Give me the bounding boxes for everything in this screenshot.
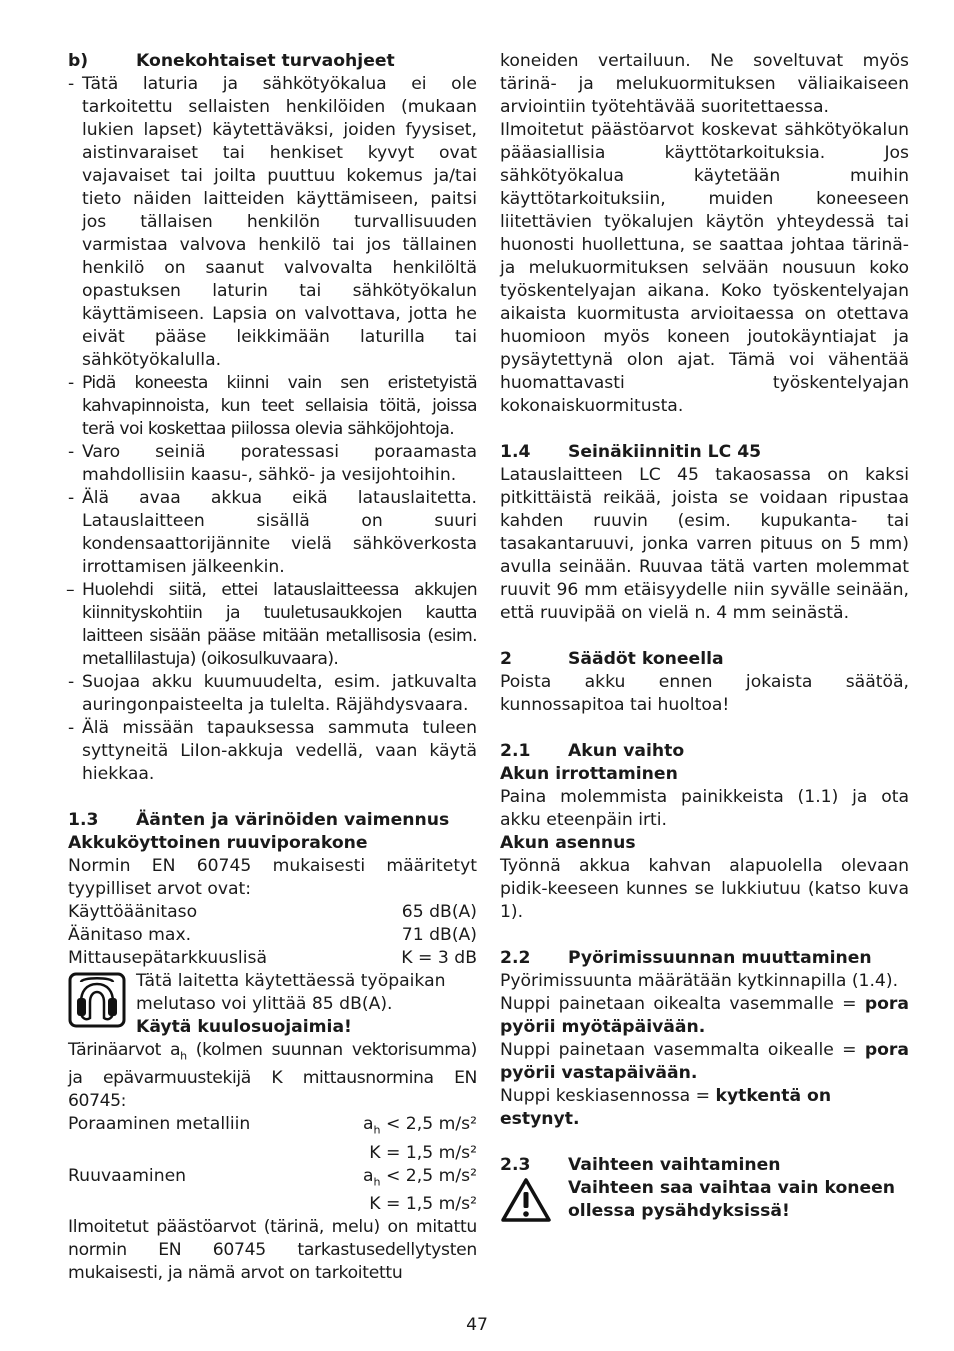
section-number: 2.2 [500,948,531,968]
noise-row [68,901,477,924]
left-column [68,50,477,1285]
warning-icon [500,1177,568,1230]
section-title: Seinäkiinnitin LC 45 [568,442,762,462]
section-number: 2.3 [500,1155,531,1175]
ear-protection-notice [68,970,477,1039]
vibration-label: Poraaminen metalliin [68,1114,251,1135]
noise-value: 71 dB(A) [401,925,477,945]
list-item: - Tätä laturia ja sähkötyökalua ei ole tarkoitettu sellaisten henkilöiden (mukaan lukien lapset) käytettäväksi, joiden fyysiset, aistinvaraiset tai henkiset kyvyt ovat vajavaiset tai joilta puuttuu kokemus ja/tai tieto näiden laitteiden käyttämiseen, paitsi jos tällaisen henkilön turvallisuuden varmistaa valvova henkilö tai jos tällainen henkilö on saanut valvovalta henkilöltä opastuksen laturin tai sähkötyökalun käyttämiseen. Lapsia on valvottava, jotta he eivät pääse leikkimään laturilla tai sähkötyökalulla. [68,73,477,372]
paragraph: Nuppi keskiasennossa = kytkentä on estynyt. [500,1086,832,1129]
noise-value: K = 3 dB [401,948,477,968]
paragraph: Pyörimissuunta määrätään kytkinnapilla (1.4). [500,971,899,991]
safety-list [68,73,477,786]
list-item: - Suojaa akku kuumuudelta, esim. jatkuvalta auringonpaisteelta ja tulelta. Räjähdysvaara. [68,671,477,717]
section-heading-2-1 [500,740,909,763]
noise-row [68,947,477,970]
paragraph: Poista akku ennen jokaista säätöä, kunnossapitoa tai huoltoa! [500,672,909,715]
section-title: Säädöt koneella [568,649,724,669]
vibration-value: $a_h < 2,5$ m/s² K = 1,5 m/s² [362,1114,477,1163]
subheading: Akkuköyttoinen ruuviporakone [68,833,368,853]
gear-warning [500,1177,909,1230]
vibration-intro: Tärinäarvot $a_h$ (kolmen suunnan vektorisumma) ja epävarmuustekijä K mittausnormina EN 60745: [68,1040,477,1112]
paragraph: Paina molemmista painikkeista (1.1) ja ota akku eteenpäin irti. [500,787,909,830]
section-title: Vaihteen vaihtaminen [568,1155,781,1175]
vibration-label: Ruuvaaminen [68,1165,187,1186]
paragraph: Nuppi painetaan vasemmalta oikealle = pora pyörii vastapäivään. [500,1040,909,1083]
vibration-value: $a_h < 2,5$ m/s² K = 1,5 m/s² [362,1165,477,1215]
noise-value: 65 dB(A) [401,902,477,922]
paragraph: Latauslaitteen LC 45 takaosassa on kaksi pitkittäistä reikää, joista se voidaan ripustaa kahden ruuvin (esim. kupukanta- tai tasakantaruuvi, jonka varren pituus on 5 mm) avulla seinään. Ruuvaa tätä varten molemmat ruuvit 96 mm etäisyydelle niin syvälle seinään, että ruuvipää on vielä n. 4 mm seinästä. [500,465,909,623]
emission-text: Ilmoitetut päästöarvot (tärinä, melu) on mitattu normin EN 60745 tarkastusedellytysten mukaisesti, ja nämä arvot on tarkoitettu [68,1217,477,1284]
subheading: Akun asennus [500,833,636,853]
section-heading-1-3 [68,809,477,832]
noise-intro: Normin EN 60745 mukaisesti määritetyt tyypilliset arvot ovat: [68,856,477,899]
list-item: - Varo seiniä poratessasi poraamasta mahdollisiin kaasu-, sähkö- ja vesijohtoihin. [68,441,477,487]
ear-notice-text: Tätä laitetta käytettäessä työpaikan melutaso voi ylittää 85 dB(A). [136,971,446,1014]
section-number: 1.3 [68,810,99,830]
section-number: 1.4 [500,442,531,462]
section-number: 2 [500,649,512,669]
right-column [500,50,909,1230]
subheading: Akun irrottaminen [500,764,678,784]
ear-notice-bold: Käytä kuulosuojaimia! [136,1017,352,1037]
section-title: Äänten ja värinöiden vaimennus [136,810,450,830]
vibration-row [68,1165,477,1216]
section-heading-b [68,50,477,73]
noise-row [68,924,477,947]
list-item: - Älä missään tapauksessa sammuta tuleen syttyneitä LiIon-akkuja vedellä, vaan käytä hiekkaa. [68,717,477,786]
paragraph: Työnnä akkua kahvan alapuolella olevaan pidik-keeseen kunnes se lukkiutuu (katso kuva 1). [500,856,909,922]
noise-label: Äänitaso max. [68,925,192,945]
section-title: Akun vaihto [568,741,685,761]
vibration-row [68,1113,477,1164]
section-heading-1-4 [500,441,909,464]
section-title: Konekohtaiset turvaohjeet [136,51,395,71]
section-heading-2-2 [500,947,909,970]
gear-warning-text: Vaihteen saa vaihtaa vain koneen ollessa pysähdyksissä! [568,1178,896,1221]
section-number: 2.1 [500,741,531,761]
ear-protection-icon [68,972,126,1028]
paragraph: Nuppi painetaan oikealta vasemmalle = pora pyörii myötäpäivään. [500,994,909,1037]
section-heading-2 [500,648,909,671]
page-number: 47 [466,1315,488,1335]
paragraph: koneiden vertailuun. Ne soveltuvat myös tärinä- ja melukuormituksen väliaikaiseen arviointiin työtehtävää suoritettaessa. [500,51,909,117]
list-item: - Älä avaa akkua eikä latauslaitetta. Latauslaitteen sisällä on suuri kondensaattorijännite vielä sähköverkosta irrottamisen jälkeenkin. [68,487,477,579]
section-heading-2-3 [500,1154,909,1177]
section-title: Pyörimissuunnan muuttaminen [568,948,872,968]
list-item: – Huolehdi siitä, ettei latauslaitteessa akkujen kiinnityskohtiin ja tuuletusaukkojen kautta laitteen sisään pääse mitään metallisosia (esim. metallilastuja) (oikosulkuvaara). [68,579,477,671]
section-number: b) [68,51,89,71]
paragraph: Ilmoitetut päästöarvot koskevat sähkötyökalun pääasiallisia käyttötarkoituksia. Jos sähkötyökalua käytetään muihin käyttötarkoituksiin, muiden koneeseen liitettävien työkalujen käytön yhteydessä tai huonosti huollettuna, se saattaa johtaa tärinä- ja melukuormituksen selvään nousuun koko työskentelyajan aikana. Koko työskentelyajan aikaista kuormitusta arvioitaessa on otettava huomioon myös koneen joutokäyntiajat ja pysäytettynä olon ajat. Tämä voi vähentää huomattavasti työskentelyajan kokonaiskuormitusta. [500,120,909,416]
list-item: - Pidä koneesta kiinni vain sen eristetyistä kahvapinnoista, kun teet sellaisia töitä, joissa terä voi koskettaa piilossa olevia sähköjohtoja. [68,372,477,441]
noise-label: Mittausepätarkkuuslisä [68,948,267,968]
noise-label: Käyttöäänitaso [68,902,198,922]
